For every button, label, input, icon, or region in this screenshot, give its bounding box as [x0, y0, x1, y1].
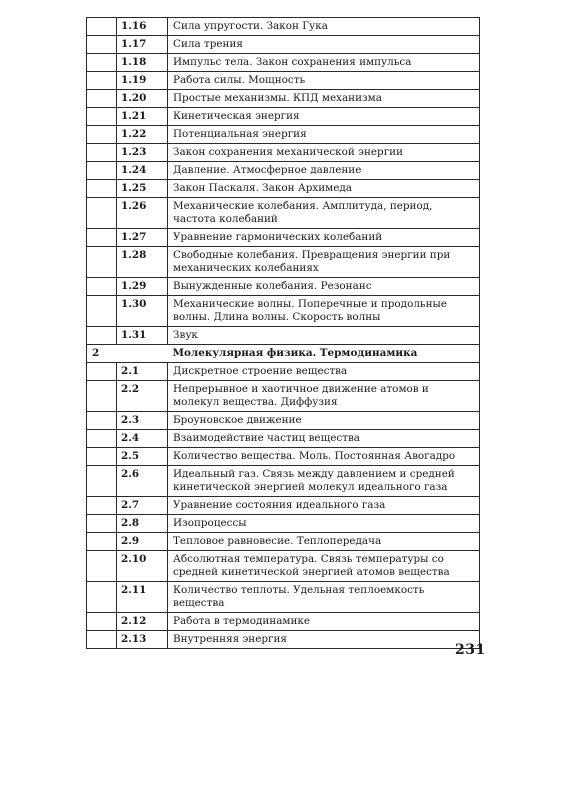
topic-cell: Взаимодействие частиц вещества: [168, 430, 480, 448]
section-title-cell: Молекулярная физика. Термодинамика: [168, 345, 480, 363]
table-row: [87, 551, 480, 582]
table-row: [87, 126, 480, 144]
section-cell: [87, 448, 117, 466]
codifier-table-body: [87, 18, 480, 649]
topic-cell: Звук: [168, 327, 480, 345]
topic-cell: Вынужденные колебания. Резонанс: [168, 278, 480, 296]
code-cell: 2.5: [117, 448, 168, 466]
code-cell: 1.23: [117, 144, 168, 162]
section-cell: [87, 430, 117, 448]
topic-cell: Закон Паскаля. Закон Архимеда: [168, 180, 480, 198]
topic-cell: Сила трения: [168, 36, 480, 54]
table-row: [87, 54, 480, 72]
section-cell: [87, 582, 117, 613]
table-row: [87, 72, 480, 90]
table-row: [87, 18, 480, 36]
topic-cell: Дискретное строение вещества: [168, 363, 480, 381]
code-cell: 1.25: [117, 180, 168, 198]
table-row: [87, 515, 480, 533]
topic-cell: Количество теплоты. Удельная теплоемкость вещества: [168, 582, 480, 613]
table-row: [87, 533, 480, 551]
topic-cell: Простые механизмы. КПД механизма: [168, 90, 480, 108]
section-cell: [87, 381, 117, 412]
code-cell: 1.27: [117, 229, 168, 247]
code-cell: 2.7: [117, 497, 168, 515]
topic-cell: Непрерывное и хаотичное движение атомов и молекул вещества. Диффузия: [168, 381, 480, 412]
section-cell: [87, 412, 117, 430]
section-number-cell: 2: [87, 345, 117, 363]
section-cell: [87, 631, 117, 649]
code-cell: 2.3: [117, 412, 168, 430]
table-row: [87, 363, 480, 381]
topic-cell: Механические колебания. Амплитуда, период, частота колебаний: [168, 198, 480, 229]
table-row: [87, 198, 480, 229]
table-row: [87, 448, 480, 466]
section-cell: [87, 296, 117, 327]
section-cell: [87, 327, 117, 345]
section-cell: [87, 198, 117, 229]
section-cell: [87, 108, 117, 126]
code-cell: 1.24: [117, 162, 168, 180]
topic-cell: Тепловое равновесие. Теплопередача: [168, 533, 480, 551]
code-cell: 1.18: [117, 54, 168, 72]
page-number: 231: [455, 642, 486, 658]
table-row: [87, 613, 480, 631]
section-cell: [87, 515, 117, 533]
table-row: [87, 90, 480, 108]
code-cell: 1.16: [117, 18, 168, 36]
codifier-table: [86, 17, 480, 649]
code-cell: 2.12: [117, 613, 168, 631]
topic-cell: Механические волны. Поперечные и продольные волны. Длина волны. Скорость волны: [168, 296, 480, 327]
table-row: [87, 381, 480, 412]
section-cell: [87, 247, 117, 278]
topic-cell: Абсолютная температура. Связь температуры со средней кинетической энергией атомов вещества: [168, 551, 480, 582]
topic-cell: Изопроцессы: [168, 515, 480, 533]
table-row: [87, 278, 480, 296]
table-row: [87, 36, 480, 54]
code-cell: 1.26: [117, 198, 168, 229]
code-cell: 2.2: [117, 381, 168, 412]
topic-cell: Сила упругости. Закон Гука: [168, 18, 480, 36]
code-cell: 1.22: [117, 126, 168, 144]
table-row: [87, 180, 480, 198]
section-cell: [87, 180, 117, 198]
topic-cell: Броуновское движение: [168, 412, 480, 430]
section-cell: [87, 90, 117, 108]
code-cell: 1.20: [117, 90, 168, 108]
table-row: [87, 108, 480, 126]
code-cell: 2.6: [117, 466, 168, 497]
code-cell: 2.10: [117, 551, 168, 582]
table-row: [87, 229, 480, 247]
section-cell: [87, 497, 117, 515]
section-cell: [87, 613, 117, 631]
section-cell: [87, 278, 117, 296]
code-cell: 1.31: [117, 327, 168, 345]
topic-cell: Потенциальная энергия: [168, 126, 480, 144]
section-cell: [87, 54, 117, 72]
section-cell: [87, 36, 117, 54]
topic-cell: Уравнение гармонических колебаний: [168, 229, 480, 247]
section-cell: [87, 363, 117, 381]
section-cell: [87, 126, 117, 144]
code-cell: 1.19: [117, 72, 168, 90]
topic-cell: Импульс тела. Закон сохранения импульса: [168, 54, 480, 72]
code-cell: 2.1: [117, 363, 168, 381]
topic-cell: Работа в термодинамике: [168, 613, 480, 631]
section-cell: [87, 466, 117, 497]
code-cell: 2.9: [117, 533, 168, 551]
topic-cell: Уравнение состояния идеального газа: [168, 497, 480, 515]
topic-cell: Кинетическая энергия: [168, 108, 480, 126]
table-row: [87, 497, 480, 515]
section-cell: [87, 72, 117, 90]
topic-cell: Свободные колебания. Превращения энергии при механических колебаниях: [168, 247, 480, 278]
table-row: [87, 412, 480, 430]
section-cell: [87, 18, 117, 36]
section-cell: [87, 229, 117, 247]
code-cell: 1.21: [117, 108, 168, 126]
section-cell: [87, 533, 117, 551]
table-row: [87, 631, 480, 649]
code-cell: 1.17: [117, 36, 168, 54]
code-cell: 1.30: [117, 296, 168, 327]
code-cell: 1.28: [117, 247, 168, 278]
table-row: [87, 144, 480, 162]
code-cell: 2.8: [117, 515, 168, 533]
section-cell: [87, 162, 117, 180]
topic-cell: Работа силы. Мощность: [168, 72, 480, 90]
table-row: [87, 162, 480, 180]
topic-cell: Идеальный газ. Связь между давлением и средней кинетической энергией молекул идеального газа: [168, 466, 480, 497]
empty-code-cell: [117, 345, 168, 363]
topic-cell: Давление. Атмосферное давление: [168, 162, 480, 180]
table-row: [87, 582, 480, 613]
code-cell: 2.4: [117, 430, 168, 448]
section-cell: [87, 144, 117, 162]
table-row: [87, 247, 480, 278]
section-row: [87, 345, 480, 363]
topic-cell: Внутренняя энергия: [168, 631, 480, 649]
code-cell: 1.29: [117, 278, 168, 296]
table-row: [87, 466, 480, 497]
table-row: [87, 296, 480, 327]
code-cell: 2.11: [117, 582, 168, 613]
table-row: [87, 327, 480, 345]
table-row: [87, 430, 480, 448]
topic-cell: Количество вещества. Моль. Постоянная Авогадро: [168, 448, 480, 466]
code-cell: 2.13: [117, 631, 168, 649]
topic-cell: Закон сохранения механической энергии: [168, 144, 480, 162]
section-cell: [87, 551, 117, 582]
